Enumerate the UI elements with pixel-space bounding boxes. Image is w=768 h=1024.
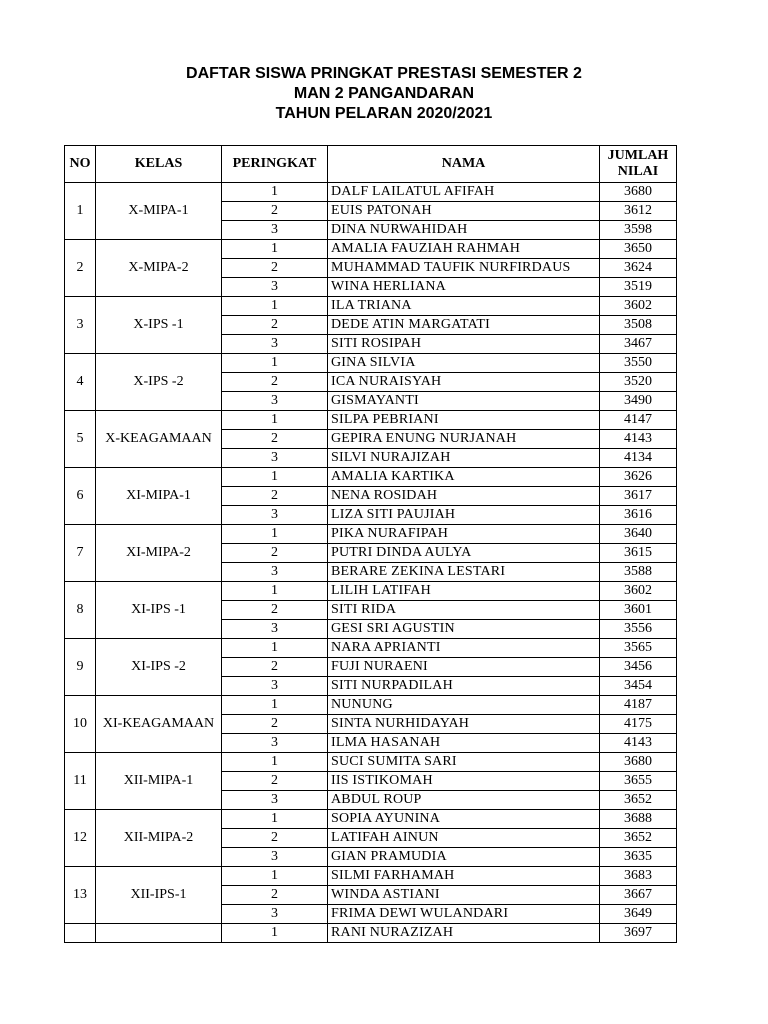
table-row (65, 810, 677, 829)
table-row (65, 582, 677, 601)
class-name: XI-IPS -1 (96, 582, 222, 639)
rank-cell: 3 (222, 221, 328, 240)
student-name-cell: SITI ROSIPAH (328, 335, 600, 354)
student-name-cell: SITI NURPADILAH (328, 677, 600, 696)
score-cell: 4187 (600, 696, 677, 715)
student-name-cell: GIAN PRAMUDIA (328, 848, 600, 867)
rank-cell: 3 (222, 335, 328, 354)
score-cell: 3612 (600, 202, 677, 221)
score-cell: 3617 (600, 487, 677, 506)
student-name-cell: LATIFAH AINUN (328, 829, 600, 848)
score-cell: 4143 (600, 430, 677, 449)
student-name-cell: AMALIA KARTIKA (328, 468, 600, 487)
student-name-cell: SILPA PEBRIANI (328, 411, 600, 430)
score-cell: 3556 (600, 620, 677, 639)
table-row (65, 468, 677, 487)
rank-cell: 1 (222, 867, 328, 886)
class-name: XII-MIPA-1 (96, 753, 222, 810)
column-header-jumlah-nilai: JUMLAH NILAI (600, 146, 677, 183)
student-name-cell: EUIS PATONAH (328, 202, 600, 221)
score-cell: 4143 (600, 734, 677, 753)
rank-cell: 1 (222, 297, 328, 316)
rank-cell: 3 (222, 791, 328, 810)
score-cell: 3697 (600, 924, 677, 943)
student-name-cell: WINA HERLIANA (328, 278, 600, 297)
rank-cell: 1 (222, 525, 328, 544)
group-number: 1 (65, 183, 96, 240)
group-number: 9 (65, 639, 96, 696)
student-name-cell: PUTRI DINDA AULYA (328, 544, 600, 563)
student-name-cell: PIKA NURAFIPAH (328, 525, 600, 544)
score-cell: 3456 (600, 658, 677, 677)
rank-cell: 1 (222, 582, 328, 601)
score-cell: 3467 (600, 335, 677, 354)
student-name-cell: SILMI FARHAMAH (328, 867, 600, 886)
student-name-cell: LILIH LATIFAH (328, 582, 600, 601)
table-row (65, 696, 677, 715)
score-cell: 3601 (600, 601, 677, 620)
class-name: XII-MIPA-2 (96, 810, 222, 867)
score-cell: 3624 (600, 259, 677, 278)
table-row (65, 411, 677, 430)
rank-cell: 2 (222, 886, 328, 905)
score-cell: 3519 (600, 278, 677, 297)
class-name: XI-KEAGAMAAN (96, 696, 222, 753)
student-name-cell: RANI NURAZIZAH (328, 924, 600, 943)
student-name-cell: DINA NURWAHIDAH (328, 221, 600, 240)
rank-cell: 1 (222, 411, 328, 430)
column-header-no: NO (65, 146, 96, 183)
rank-cell: 3 (222, 278, 328, 297)
student-name-cell: SUCI SUMITA SARI (328, 753, 600, 772)
rank-cell: 2 (222, 487, 328, 506)
student-name-cell: AMALIA FAUZIAH RAHMAH (328, 240, 600, 259)
rank-cell: 1 (222, 924, 328, 943)
student-name-cell: GISMAYANTI (328, 392, 600, 411)
rank-cell: 2 (222, 658, 328, 677)
rank-cell: 3 (222, 848, 328, 867)
score-cell: 3490 (600, 392, 677, 411)
student-name-cell: NARA APRIANTI (328, 639, 600, 658)
class-name: XI-MIPA-1 (96, 468, 222, 525)
table-row (65, 867, 677, 886)
score-cell: 3680 (600, 753, 677, 772)
document-title-block (0, 64, 768, 124)
student-name-cell: SITI RIDA (328, 601, 600, 620)
table-row (65, 297, 677, 316)
group-number: 4 (65, 354, 96, 411)
group-number: 10 (65, 696, 96, 753)
rank-cell: 1 (222, 753, 328, 772)
student-name-cell: SINTA NURHIDAYAH (328, 715, 600, 734)
column-header-nama: NAMA (328, 146, 600, 183)
student-name-cell: SILVI NURAJIZAH (328, 449, 600, 468)
group-number: 13 (65, 867, 96, 924)
student-name-cell: ABDUL ROUP (328, 791, 600, 810)
table-row (65, 240, 677, 259)
rank-cell: 1 (222, 183, 328, 202)
score-cell: 3650 (600, 240, 677, 259)
rank-cell: 3 (222, 734, 328, 753)
student-name-cell: WINDA ASTIANI (328, 886, 600, 905)
rank-cell: 1 (222, 810, 328, 829)
student-name-cell: NUNUNG (328, 696, 600, 715)
score-cell: 4175 (600, 715, 677, 734)
class-name: XI-MIPA-2 (96, 525, 222, 582)
student-name-cell: FUJI NURAENI (328, 658, 600, 677)
score-cell: 3626 (600, 468, 677, 487)
student-name-cell: NENA ROSIDAH (328, 487, 600, 506)
group-number: 8 (65, 582, 96, 639)
student-name-cell: GEPIRA ENUNG NURJANAH (328, 430, 600, 449)
student-name-cell: IIS ISTIKOMAH (328, 772, 600, 791)
table-row (65, 354, 677, 373)
rank-cell: 2 (222, 202, 328, 221)
table-row (65, 525, 677, 544)
student-name-cell: DEDE ATIN MARGATATI (328, 316, 600, 335)
rank-cell: 2 (222, 316, 328, 335)
rank-cell: 2 (222, 373, 328, 392)
table-row (65, 639, 677, 658)
student-name-cell: GESI SRI AGUSTIN (328, 620, 600, 639)
score-cell: 3640 (600, 525, 677, 544)
student-name-cell: FRIMA DEWI WULANDARI (328, 905, 600, 924)
table-header-row (65, 146, 677, 183)
student-name-cell: BERARE ZEKINA LESTARI (328, 563, 600, 582)
rank-cell: 1 (222, 468, 328, 487)
score-cell: 3588 (600, 563, 677, 582)
rank-cell: 1 (222, 354, 328, 373)
score-cell: 3652 (600, 791, 677, 810)
ranking-table (64, 145, 677, 943)
rank-cell: 1 (222, 639, 328, 658)
group-number: 5 (65, 411, 96, 468)
student-name-cell: SOPIA AYUNINA (328, 810, 600, 829)
student-name-cell: DALF LAILATUL AFIFAH (328, 183, 600, 202)
student-name-cell: MUHAMMAD TAUFIK NURFIRDAUS (328, 259, 600, 278)
score-cell: 3520 (600, 373, 677, 392)
table-row (65, 753, 677, 772)
rank-cell: 2 (222, 544, 328, 563)
group-number (65, 924, 96, 943)
student-name-cell: ICA NURAISYAH (328, 373, 600, 392)
class-name: XII-IPS-1 (96, 867, 222, 924)
score-cell: 3602 (600, 297, 677, 316)
rank-cell: 3 (222, 677, 328, 696)
rank-cell: 3 (222, 620, 328, 639)
class-name: X-KEAGAMAAN (96, 411, 222, 468)
score-cell: 3565 (600, 639, 677, 658)
score-cell: 3454 (600, 677, 677, 696)
class-name: X-MIPA-2 (96, 240, 222, 297)
rank-cell: 2 (222, 715, 328, 734)
score-cell: 3616 (600, 506, 677, 525)
score-cell: 3598 (600, 221, 677, 240)
student-name-cell: ILMA HASANAH (328, 734, 600, 753)
column-header-peringkat: PERINGKAT (222, 146, 328, 183)
score-cell: 3652 (600, 829, 677, 848)
rank-cell: 3 (222, 392, 328, 411)
score-cell: 3667 (600, 886, 677, 905)
class-name: X-IPS -1 (96, 297, 222, 354)
rank-cell: 3 (222, 563, 328, 582)
rank-cell: 1 (222, 696, 328, 715)
table-row (65, 183, 677, 202)
rank-cell: 2 (222, 601, 328, 620)
student-name-cell: LIZA SITI PAUJIAH (328, 506, 600, 525)
group-number: 11 (65, 753, 96, 810)
score-cell: 3683 (600, 867, 677, 886)
group-number: 12 (65, 810, 96, 867)
group-number: 6 (65, 468, 96, 525)
table-row (65, 924, 677, 943)
rank-cell: 3 (222, 506, 328, 525)
group-number: 7 (65, 525, 96, 582)
score-cell: 4147 (600, 411, 677, 430)
score-cell: 3602 (600, 582, 677, 601)
class-name: X-MIPA-1 (96, 183, 222, 240)
rank-cell: 3 (222, 449, 328, 468)
rank-cell: 2 (222, 430, 328, 449)
rank-cell: 1 (222, 240, 328, 259)
class-name: XI-IPS -2 (96, 639, 222, 696)
score-cell: 3680 (600, 183, 677, 202)
rank-cell: 2 (222, 829, 328, 848)
title-line-1: DAFTAR SISWA PRINGKAT PRESTASI SEMESTER 2 (186, 65, 582, 82)
group-number: 3 (65, 297, 96, 354)
score-cell: 3550 (600, 354, 677, 373)
score-cell: 3649 (600, 905, 677, 924)
score-cell: 3688 (600, 810, 677, 829)
group-number: 2 (65, 240, 96, 297)
class-name (96, 924, 222, 943)
table-body (65, 183, 677, 943)
student-name-cell: GINA SILVIA (328, 354, 600, 373)
score-cell: 3635 (600, 848, 677, 867)
class-name: X-IPS -2 (96, 354, 222, 411)
student-name-cell: ILA TRIANA (328, 297, 600, 316)
title-line-3: TAHUN PELARAN 2020/2021 (275, 105, 493, 122)
column-header-kelas: KELAS (96, 146, 222, 183)
rank-cell: 2 (222, 772, 328, 791)
rank-cell: 2 (222, 259, 328, 278)
score-cell: 4134 (600, 449, 677, 468)
score-cell: 3615 (600, 544, 677, 563)
title-line-2: MAN 2 PANGANDARAN (293, 85, 475, 102)
score-cell: 3655 (600, 772, 677, 791)
rank-cell: 3 (222, 905, 328, 924)
score-cell: 3508 (600, 316, 677, 335)
